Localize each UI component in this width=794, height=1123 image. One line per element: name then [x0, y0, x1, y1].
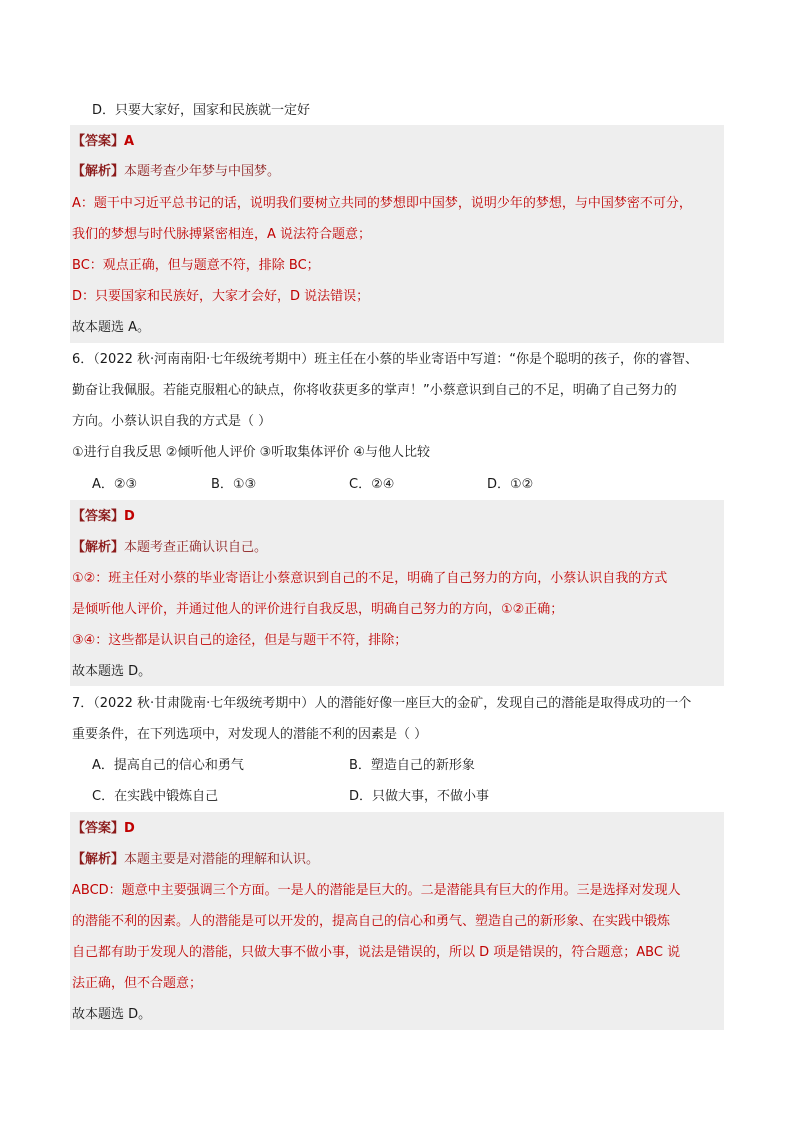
- question-6-stem-2: 勤奋让我佩服。若能克服粗心的缺点，你将收获更多的掌声！”小蔡意识到自己的不足，明确了自己努力的: [72, 383, 677, 398]
- analysis-label: 【解析】: [72, 852, 125, 867]
- question-7-stem-1: 7．（2022 秋·甘肃陇南·七年级统考期中）人的潜能好像一座巨大的金矿，发现自己的潜能是取得成功的一个: [72, 696, 692, 711]
- analysis-detail-q6-2: 是倾听他人评价，并通过他人的评价进行自我反思，明确自己努力的方向，①②正确；: [72, 602, 564, 617]
- conclusion-q6: 故本题选 D。: [72, 664, 152, 679]
- analysis-detail-q7-1: ABCD：题意中主要强调三个方面。一是人的潜能是巨大的。二是潜能具有巨大的作用。三是选择对发现人: [72, 883, 681, 898]
- conclusion-q7: 故本题选 D。: [72, 1007, 152, 1022]
- answer-value: D: [124, 821, 135, 836]
- analysis-detail-q6-1: ①②：班主任对小蔡的毕业寄语让小蔡意识到自己的不足，明确了自己努力的方向，小蔡认识自我的方式: [72, 571, 668, 586]
- analysis-text: 本题主要是对潜能的理解和认识。: [124, 852, 320, 867]
- analysis-detail-q5-3: BC：观点正确，但与题意不符，排除 BC；: [72, 258, 320, 273]
- question-6-items: ①进行自我反思 ②倾听他人评价 ③听取集体评价 ④与他人比较: [72, 445, 431, 460]
- question-6-option-b: B．①③: [211, 477, 257, 492]
- analysis-detail-q7-2: 的潜能不利的因素。人的潜能是可以开发的，提高自己的信心和勇气、塑造自己的新形象、在实践中锻炼: [72, 914, 671, 929]
- conclusion-q5: 故本题选 A。: [72, 320, 151, 335]
- analysis-label: 【解析】: [72, 540, 125, 555]
- question-7-option-b: B．塑造自己的新形象: [349, 758, 475, 773]
- analysis-detail-q5-1: A：题干中习近平总书记的话，说明我们要树立共同的梦想即中国梦，说明少年的梦想，与中国梦密不可分，: [72, 196, 692, 211]
- answer-value: A: [124, 134, 135, 149]
- analysis-detail-q5-2: 我们的梦想与时代脉搏紧密相连，A 说法符合题意；: [72, 227, 372, 242]
- analysis-text: 本题考查正确认识自己。: [124, 540, 268, 555]
- question-7-stem-2: 重要条件，在下列选项中，对发现人的潜能不利的因素是（ ）: [72, 727, 428, 742]
- question-6-option-c: C．②④: [349, 477, 395, 492]
- question-6-option-d: D．①②: [487, 477, 534, 492]
- analysis-label: 【解析】: [72, 164, 125, 179]
- question-6-stem-3: 方向。小蔡认识自我的方式是（ ）: [72, 414, 272, 429]
- question-7-option-d: D．只做大事，不做小事: [349, 789, 490, 804]
- analysis-line-q5: [72, 164, 280, 180]
- analysis-line-q6: [72, 540, 267, 556]
- question-7-option-c: C．在实践中锻炼自己: [92, 789, 219, 804]
- analysis-text: 本题考查少年梦与中国梦。: [124, 164, 281, 179]
- analysis-detail-q7-3: 自己都有助于发现人的潜能，只做大事不做小事，说法是错误的，所以 D 项是错误的，符合题意；ABC 说: [72, 945, 681, 960]
- answer-block-q6: [70, 500, 724, 686]
- question-7-option-a: A．提高自己的信心和勇气: [92, 758, 244, 773]
- analysis-line-q7: [72, 852, 319, 868]
- question-6-stem-1: 6．（2022 秋·河南南阳·七年级统考期中）班主任在小蔡的毕业寄语中写道：“你是个聪明的孩子，你的睿智、: [72, 352, 698, 367]
- answer-line-q5: [72, 134, 134, 150]
- analysis-detail-q5-4: D：只要国家和民族好，大家才会好，D 说法错误；: [72, 289, 370, 304]
- answer-line-q7: [72, 821, 135, 837]
- question-6-option-a: A．②③: [92, 477, 138, 492]
- previous-option-d: D．只要大家好，国家和民族就一定好: [92, 103, 311, 118]
- answer-value: D: [124, 509, 135, 524]
- analysis-detail-q6-3: ③④：这些都是认识自己的途径，但是与题干不符，排除；: [72, 633, 408, 648]
- analysis-detail-q7-4: 法正确，但不合题意；: [72, 976, 203, 991]
- answer-label: 【答案】: [72, 509, 125, 524]
- answer-label: 【答案】: [72, 134, 125, 149]
- answer-line-q6: [72, 509, 135, 525]
- answer-label: 【答案】: [72, 821, 125, 836]
